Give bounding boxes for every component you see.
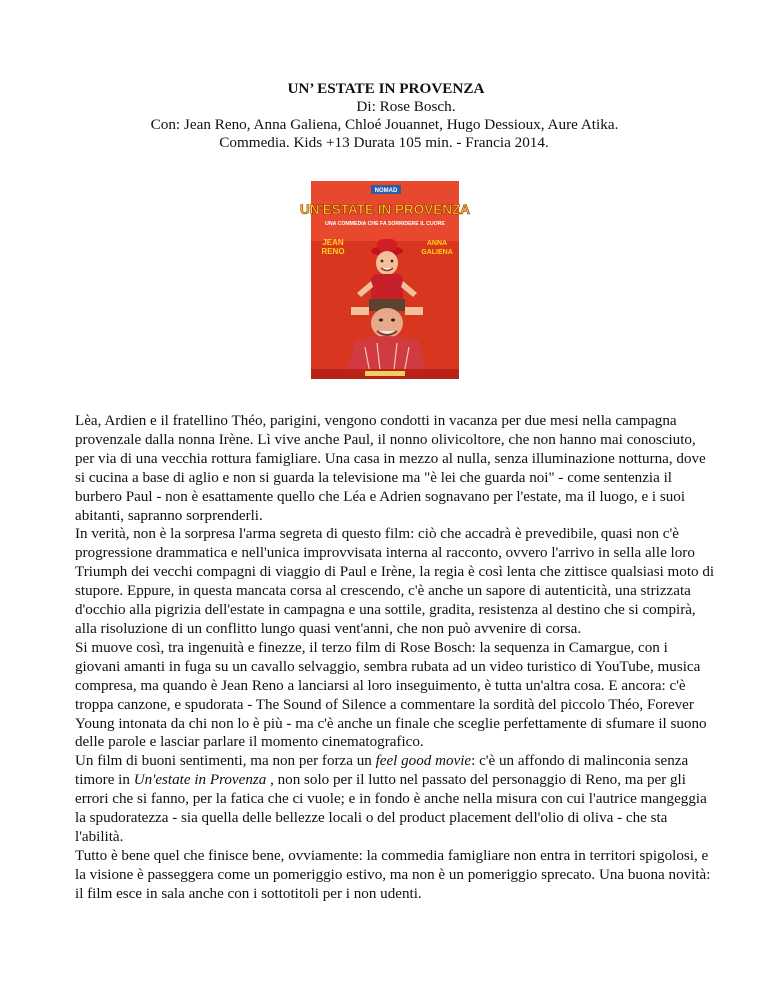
- paragraph-text: Un film di buoni sentimenti, ma non per forza un: [75, 753, 376, 770]
- movie-poster: [300, 181, 470, 379]
- paragraph: In verità, non è la sorpresa l'arma segreta di questo film: ciò che accadrà è prevedibile, quasi non c'è progressione drammatica e nell'unica improvvisata interna al racconto, ovvero l'arrivo in sella alle loro Triumph dei vecchi compagni di viaggio di Paul e Irène, la regia è così lenta che zittisce qualsiasi moto di stupore. Eppure, in questa mancata corsa al crescendo, c'è anche un sapore di autenticità, una strizzata d'occhio alla pigrizia dell'estate in campagna e una sottile, gradita, resistenza al destino che si compirà, alla risoluzione di un conflitto lungo quasi vent'anni, che non può avvenire di corsa.: [75, 526, 715, 637]
- paragraph: Lèa, Ardien e il fratellino Théo, parigini, vengono condotti in vacanza per due mesi nella campagna provenzale dalla nonna Irène. Lì vive anche Paul, il nonno olivicoltore, che non hanno mai conosciuto, per via di una vecchia rottura famigliare. Una casa in mezzo al nulla, senza illuminazione notturna, dove si cucina a base di aglio e non si guarda la televisione ma "è lei che guarda noi" - come sentenzia il burbero Paul - non è esattamente quello che Léa e Adrien sognavano per l'estate, ma il luogo, e i suoi abitanti, sapranno sorprenderli.: [75, 413, 706, 524]
- distributor-name: NOMAD: [374, 188, 398, 194]
- poster-title: UN'ESTATE IN PROVENZA: [300, 202, 470, 217]
- film-info: Commedia. Kids +13 Durata 105 min. - Francia 2014.: [219, 134, 549, 151]
- poster-actor-right-last: GALIENA: [421, 249, 453, 256]
- paragraph: [75, 752, 715, 847]
- paragraph: Tutto è bene quel che finisce bene, ovviamente: la commedia famigliare non entra in territori spigolosi, e la visione è passeggera come un pomeriggio estivo, ma non è un pomeriggio sprecato. Una buona novità: il film esce in sala anche con i sottotitoli per i non udenti.: [75, 847, 711, 902]
- film-cast: Con: Jean Reno, Anna Galiena, Chloé Jouannet, Hugo Dessioux, Aure Atika.: [150, 116, 619, 133]
- document-header: [0, 80, 768, 152]
- poster-artwork: [300, 181, 470, 379]
- poster-actor-left-first: JEAN: [322, 238, 344, 247]
- poster-actor-left-last: RENO: [321, 247, 345, 256]
- paragraph-text: , non solo per il lutto nel passato del personaggio di Reno, ma per gli errori che si fanno, per la fatica che ci vuole; e in fondo è anche nella misura con cui l'autrice mangeggia la spudoratezza - sia quella delle bellezze locali o del product placement dell'olio di oliva - che sta l'abilità.: [75, 772, 707, 845]
- italic-film-title: Un'estate in Provenza: [133, 772, 267, 789]
- film-director: Di: Rose Bosch.: [356, 98, 456, 115]
- paragraph: Si muove così, tra ingenuità e finezze, il terzo film di Rose Bosch: la sequenza in Camargue, con i giovani amanti in fuga su un cavallo selvaggio, sembra rubata ad un video turistico di YouTube, musica compresa, ma quando è Jean Reno a lanciarsi al loro inseguimento, è tutta un'altra cosa. E ancora: c'è troppa canzone, e spudorata - The Sound of Silence a commentare la sordità del piccolo Théo, Forever Young intonata da chi non lo è più - ma c'è anche un finale che sceglie perfettamente di sfumare il suono delle parole e lasciar parlare il momento cinematografico.: [75, 639, 707, 751]
- italic-term: feel good movie: [375, 753, 472, 770]
- paragraph-text: : c'è un affondo di malinconia senza timore in: [75, 753, 689, 789]
- poster-actor-right-first: ANNA: [426, 240, 448, 247]
- film-title: UN’ ESTATE IN PROVENZA: [287, 80, 485, 97]
- poster-tagline: UNA COMMEDIA CHE FA SORRIDERE IL CUORE: [325, 221, 445, 227]
- review-text: [75, 412, 715, 904]
